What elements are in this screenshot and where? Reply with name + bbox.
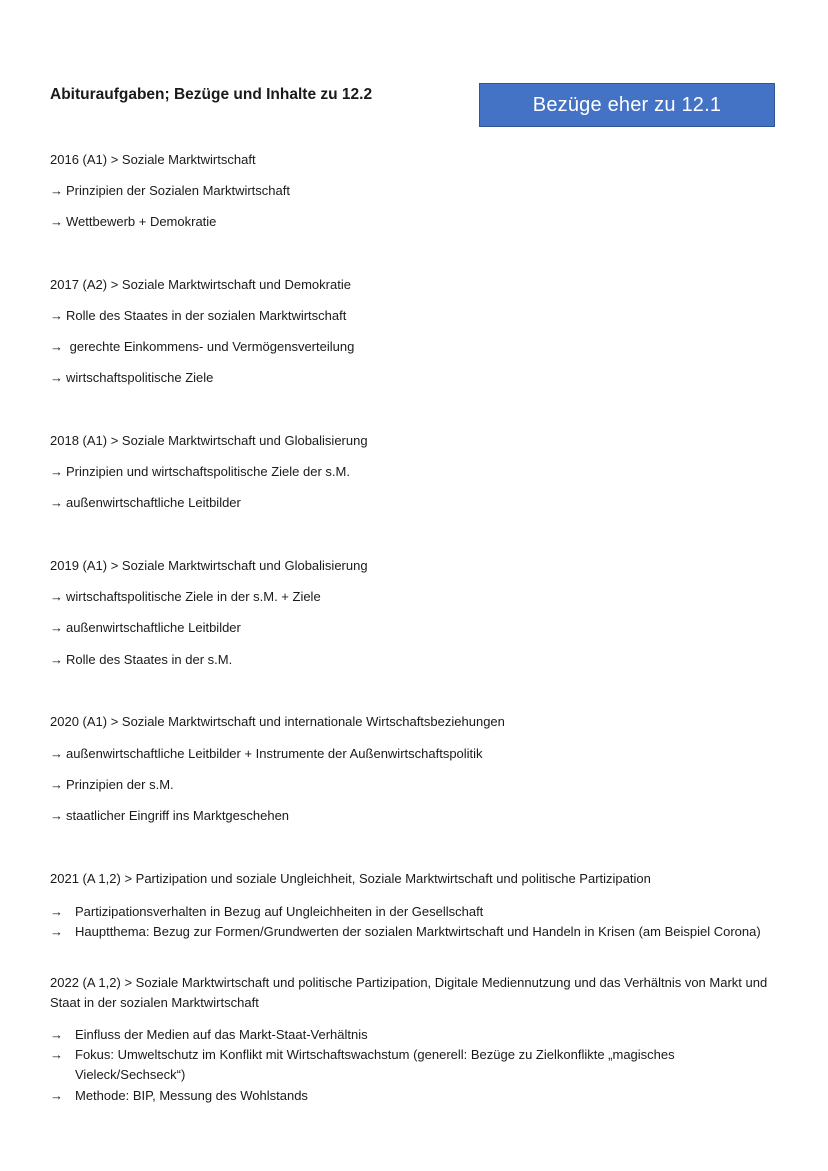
list-item: → außenwirtschaftliche Leitbilder [50, 620, 241, 635]
page-title: Abituraufgaben; Bezüge und Inhalte zu 12.2 [50, 86, 373, 103]
list-item: → Prinzipien und wirtschaftspolitische Ziele der s.M. [50, 464, 350, 479]
arrow-right-icon: → [50, 808, 63, 823]
bullet-item: → Hauptthema: Bezug zur Formen/Grundwerten der sozialen Marktwirtschaft und Handeln in Krisen (am Beispiel Corona) [50, 922, 780, 942]
list-item: → Wettbewerb + Demokratie [50, 214, 217, 229]
arrow-right-icon: → [50, 214, 63, 229]
bullet-item: → Fokus: Umweltschutz im Konflikt mit Wirtschaftswachstum (generell: Bezüge zu Zielkonflikte „magisches Vieleck/Sechseck“) [50, 1047, 675, 1082]
arrow-right-icon: → [50, 464, 63, 479]
arrow-right-icon: → [50, 589, 63, 604]
section-heading-2018: 2018 (A1) > Soziale Marktwirtschaft und Globalisierung [50, 433, 368, 448]
arrow-right-icon: → [50, 1027, 63, 1042]
list-item: → wirtschaftspolitische Ziele in der s.M. + Ziele [50, 589, 321, 604]
list-item: → gerechte Einkommens- und Vermögensverteilung [50, 339, 355, 354]
reference-badge: Bezüge eher zu 12.1 [479, 83, 775, 127]
list-item: → Rolle des Staates in der sozialen Marktwirtschaft [50, 308, 347, 323]
arrow-right-icon: → [50, 620, 63, 635]
arrow-right-icon: → [50, 1047, 63, 1062]
arrow-right-icon: → [50, 1088, 63, 1103]
arrow-right-icon: → [50, 904, 63, 919]
arrow-right-icon: → [50, 746, 63, 761]
list-item: → außenwirtschaftliche Leitbilder + Instrumente der Außenwirtschaftspolitik [50, 746, 483, 761]
list-item: → staatlicher Eingriff ins Marktgeschehen [50, 808, 290, 823]
bullet-item: → Einfluss der Medien auf das Markt-Staat-Verhältnis [50, 1025, 780, 1045]
section-heading-2020: 2020 (A1) > Soziale Marktwirtschaft und internationale Wirtschaftsbeziehungen [50, 714, 505, 729]
arrow-right-icon: → [50, 370, 63, 385]
arrow-right-icon: → [50, 924, 63, 939]
section-heading-2022: 2022 (A 1,2) > Soziale Marktwirtschaft und politische Partizipation, Digitale Mediennutzung und das Verhältnis von Markt und Staat in der sozialen Marktwirtschaft [50, 975, 768, 1010]
list-item: → Prinzipien der s.M. [50, 777, 174, 792]
bullet-item: → Methode: BIP, Messung des Wohlstands [50, 1086, 780, 1106]
list-item: → Prinzipien der Sozialen Marktwirtschaft [50, 183, 290, 198]
section-heading-2016: 2016 (A1) > Soziale Marktwirtschaft [50, 152, 256, 167]
arrow-right-icon: → [50, 495, 63, 510]
arrow-right-icon: → [50, 777, 63, 792]
bullet-item: → Partizipationsverhalten in Bezug auf Ungleichheiten in der Gesellschaft [50, 902, 780, 922]
section-heading-2017: 2017 (A2) > Soziale Marktwirtschaft und Demokratie [50, 277, 351, 292]
list-item: → außenwirtschaftliche Leitbilder [50, 495, 241, 510]
arrow-right-icon: → [50, 183, 63, 198]
arrow-right-icon: → [50, 652, 63, 667]
section-heading-2021: 2021 (A 1,2) > Partizipation und soziale Ungleichheit, Soziale Marktwirtschaft und politische Partizipation [50, 871, 651, 886]
arrow-right-icon: → [50, 308, 63, 323]
list-item: → wirtschaftspolitische Ziele [50, 370, 214, 385]
list-item: → Rolle des Staates in der s.M. [50, 652, 233, 667]
arrow-right-icon: → [50, 339, 63, 354]
section-heading-2019: 2019 (A1) > Soziale Marktwirtschaft und Globalisierung [50, 558, 368, 573]
